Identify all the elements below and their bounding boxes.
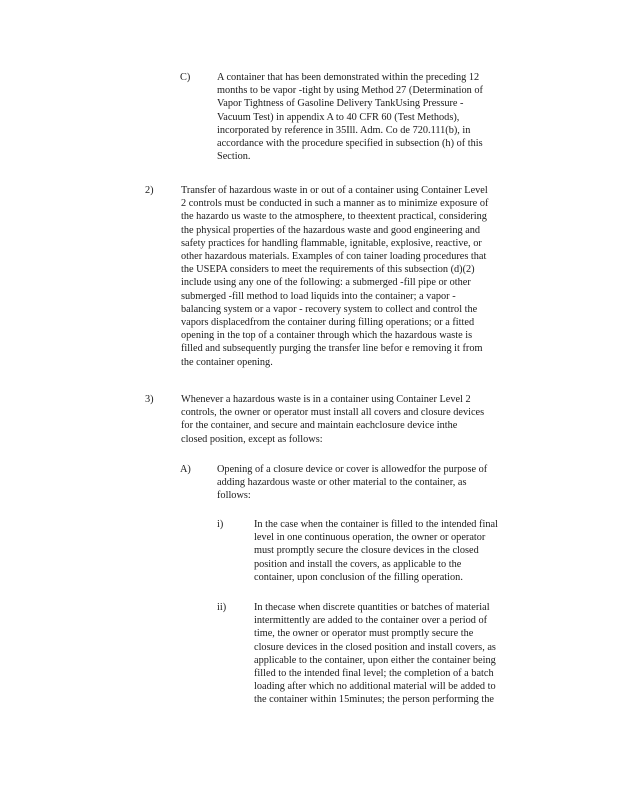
item-marker: C) (180, 72, 191, 83)
text-line: adding hazardous waste or other material to the container, as (217, 477, 467, 489)
text-line: position and install the covers, as applicable to the (254, 558, 462, 570)
text-line: closure devices in the closed position and install covers, as (254, 641, 496, 653)
item-marker: ii) (217, 602, 227, 613)
text-line: 2 controls must be conducted in such a manner as to minimize exposure of (181, 198, 489, 210)
text-line: months to be vapor -tight by using Method 27 (Determination of (217, 85, 483, 97)
item-marker: A) (180, 464, 191, 475)
item-text (181, 393, 536, 446)
text-line: the container within 15minutes; the person performing the (254, 694, 494, 706)
text-line: incorporated by reference in 35Ill. Adm. Co de 720.111(b), in (217, 124, 471, 136)
text-line: Whenever a hazardous waste is in a container using Container Level 2 (181, 394, 471, 405)
text-line: must promptly secure the closure devices in the closed (254, 545, 479, 557)
text-line: filled and subsequently purging the transfer line befor e removing it from (181, 343, 483, 355)
text-line: safety practices for handling flammable, ignitable, explosive, reactive, or (181, 237, 482, 249)
item-marker: 2) (145, 185, 154, 196)
item-text (217, 463, 532, 503)
text-line: for the container, and secure and maintain eachclosure device inthe (181, 420, 458, 432)
text-line: opening in the top of a container through which the hazardous waste is (181, 330, 473, 342)
text-line: In thecase when discrete quantities or batches of material (254, 602, 490, 613)
text-line: the hazardo us waste to the atmosphere, to theextent practical, considering (181, 211, 487, 223)
text-line: Section. (217, 151, 251, 163)
text-line: intermittently are added to the container over a period of (254, 615, 488, 627)
item-text (254, 518, 539, 584)
text-line: closed position, except as follows: (181, 433, 323, 445)
text-line: balancing system or a vapor - recovery system to collect and control the (181, 303, 478, 315)
text-line: Vacuum Test) in appendix A to 40 CFR 60 (Test Methods), (217, 111, 460, 123)
text-line: In the case when the container is filled to the intended final (254, 519, 498, 530)
item-text (181, 184, 541, 369)
text-line: level in one continuous operation, the owner or operator (254, 532, 486, 544)
text-line: A container that has been demonstrated within the preceding 12 (217, 72, 480, 83)
item-text (217, 71, 527, 163)
text-line: vapors displacedfrom the container during filling operations; or a fitted (181, 317, 475, 329)
text-line: Opening of a closure device or cover is allowedfor the purpose of (217, 464, 488, 475)
item-marker: 3) (145, 394, 154, 405)
text-line: applicable to the container, upon either the container being (254, 654, 496, 666)
text-line: include using any one of the following: a submerged -fill pipe or other (181, 277, 471, 289)
text-line: Transfer of hazardous waste in or out of a container using Container Level (181, 185, 488, 196)
text-line: the physical properties of the hazardous waste and good engineering and (181, 224, 481, 236)
text-line: the container opening. (181, 356, 273, 368)
item-text (254, 601, 539, 707)
text-line: container, upon conclusion of the filling operation. (254, 571, 463, 583)
text-line: time, the owner or operator must promptly secure the (254, 628, 474, 640)
text-line: follows: (217, 490, 251, 502)
text-line: other hazardous materials. Examples of con tainer loading procedures that (181, 251, 487, 263)
item-marker: i) (217, 519, 224, 530)
text-line: accordance with the procedure specified in subsection (h) of this (217, 138, 483, 150)
text-line: loading after which no additional material will be added to (254, 681, 496, 693)
text-line: submerged -fill method to load liquids into the container; a vapor - (181, 290, 456, 302)
text-line: controls, the owner or operator must install all covers and closure devices (181, 407, 485, 419)
text-line: the USEPA considers to meet the requirements of this subsection (d)(2) (181, 264, 475, 276)
text-line: filled to the intended final level; the completion of a batch (254, 668, 494, 680)
text-line: Vapor Tightness of Gasoline Delivery TankUsing Pressure - (217, 98, 464, 110)
